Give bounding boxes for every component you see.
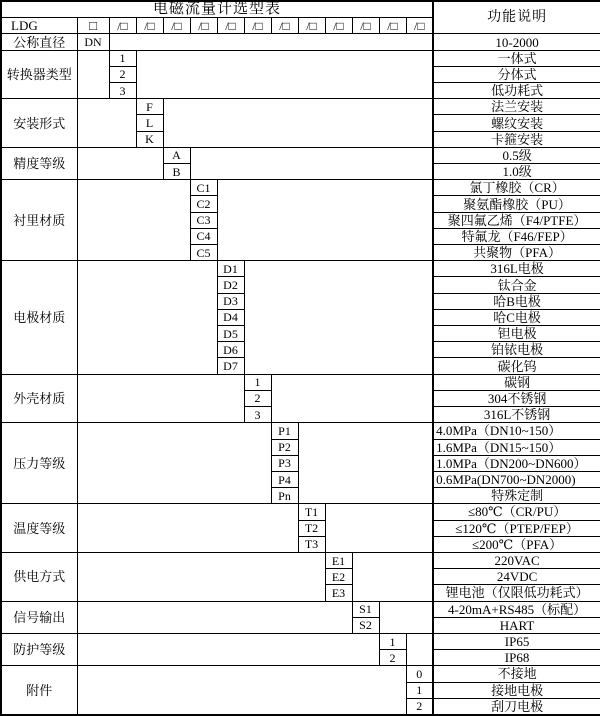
model-code-slot: /□ [352, 18, 379, 34]
description-cell: 10-2000 [433, 34, 600, 50]
description-cell: 特殊定制 [433, 488, 600, 504]
code-cell: D6 [217, 342, 244, 358]
description-cell: 碳化钨 [433, 358, 600, 374]
model-code-slot: /□ [109, 18, 136, 34]
model-code-slot: /□ [298, 18, 325, 34]
category-label: 信号输出 [1, 601, 77, 633]
spacer-cell [77, 374, 244, 423]
description-cell: 316L不锈钢 [433, 407, 600, 423]
table-row [1, 601, 600, 617]
model-code-slot: /□ [190, 18, 217, 34]
description-cell: 0.5级 [433, 147, 600, 163]
description-cell: 不接地 [433, 666, 600, 682]
code-cell: P1 [271, 423, 298, 439]
model-code-slot: /□ [271, 18, 298, 34]
code-cell: P3 [271, 455, 298, 471]
table-row [1, 99, 600, 115]
description-cell: IP65 [433, 633, 600, 649]
description-cell: 法兰安装 [433, 99, 600, 115]
category-label: 温度等级 [1, 504, 77, 553]
description-cell: IP68 [433, 650, 600, 666]
table-row [1, 633, 600, 649]
spacer-cell [77, 423, 271, 504]
model-code-slot: /□ [163, 18, 190, 34]
table-row [1, 423, 600, 439]
description-cell: 24VDC [433, 569, 600, 585]
category-label: 精度等级 [1, 147, 77, 179]
table-row [1, 180, 600, 196]
description-cell: 特氟龙（F46/FEP） [433, 228, 600, 244]
spacer-cell [244, 261, 433, 374]
function-description-header: 功能说明 [433, 1, 600, 34]
spacer-cell [77, 666, 406, 715]
description-cell: HART [433, 617, 600, 633]
code-cell: 1 [379, 633, 406, 649]
table-row [1, 374, 600, 390]
code-cell: C3 [190, 212, 217, 228]
spacer-cell [77, 261, 217, 374]
code-cell: P2 [271, 439, 298, 455]
category-label: 压力等级 [1, 423, 77, 504]
category-label: 外壳材质 [1, 374, 77, 423]
table-row [1, 50, 600, 66]
description-cell: 接地电极 [433, 682, 600, 698]
description-cell: 螺纹安装 [433, 115, 600, 131]
description-cell: 4-20mA+RS485（标配） [433, 601, 600, 617]
code-cell: C5 [190, 245, 217, 261]
description-cell: 一体式 [433, 50, 600, 66]
spacer-cell [109, 34, 433, 50]
spacer-cell [77, 504, 298, 553]
code-cell: 1 [406, 682, 433, 698]
code-cell: T1 [298, 504, 325, 520]
spacer-cell [217, 180, 433, 261]
code-cell: C4 [190, 228, 217, 244]
code-cell: 1 [109, 50, 136, 66]
code-cell: A [163, 147, 190, 163]
code-cell: D5 [217, 326, 244, 342]
description-cell: 分体式 [433, 66, 600, 82]
category-label: 电极材质 [1, 261, 77, 374]
spacer-cell [325, 504, 433, 553]
description-cell: 锂电池（仅限低功耗式） [433, 585, 600, 601]
category-label: 衬里材质 [1, 180, 77, 261]
code-cell: E2 [325, 569, 352, 585]
description-cell: 刮刀电极 [433, 698, 600, 715]
spacer-cell [406, 633, 433, 665]
code-cell: 2 [379, 650, 406, 666]
description-cell: 4.0MPa（DN10~150） [433, 423, 600, 439]
spacer-cell [77, 601, 352, 633]
code-cell: E1 [325, 552, 352, 568]
code-cell: C1 [190, 180, 217, 196]
description-cell: 聚氨酯橡胶（PU） [433, 196, 600, 212]
description-cell: 哈C电极 [433, 309, 600, 325]
page-title: 电磁流量计选型表 [1, 1, 433, 18]
description-cell: 聚四氟乙烯（F4/PTFE） [433, 212, 600, 228]
description-cell: 钛合金 [433, 277, 600, 293]
description-cell: 220VAC [433, 552, 600, 568]
description-cell: 1.0级 [433, 164, 600, 180]
spacer-cell [352, 552, 433, 601]
code-cell: T3 [298, 536, 325, 552]
model-code-slot: /□ [244, 18, 271, 34]
spacer-cell [190, 147, 433, 179]
category-label: 安装形式 [1, 99, 77, 148]
description-cell: ≤80℃（CR/PU） [433, 504, 600, 520]
description-cell: 碳钢 [433, 374, 600, 390]
code-cell: D4 [217, 309, 244, 325]
description-cell: 低功耗式 [433, 83, 600, 99]
description-cell: 0.6MPa(DN700~DN2000) [433, 471, 600, 487]
model-code-prefix: LDG [1, 18, 77, 34]
code-cell: E3 [325, 585, 352, 601]
spacer-cell [298, 423, 433, 504]
table-row [1, 552, 600, 568]
description-cell: 316L电极 [433, 261, 600, 277]
description-cell: ≤120℃（PTEP/FEP） [433, 520, 600, 536]
model-code-slot: /□ [379, 18, 406, 34]
table-row [1, 504, 600, 520]
code-cell: D7 [217, 358, 244, 374]
spacer-cell [77, 147, 163, 179]
code-cell: S1 [352, 601, 379, 617]
code-cell: B [163, 164, 190, 180]
code-cell: L [136, 115, 163, 131]
code-cell: D3 [217, 293, 244, 309]
table-row [1, 34, 600, 50]
category-label: 转换器类型 [1, 50, 77, 99]
code-cell: 2 [109, 66, 136, 82]
code-cell: 1 [244, 374, 271, 390]
code-cell: D2 [217, 277, 244, 293]
spacer-cell [77, 180, 190, 261]
description-cell: 卡箍安装 [433, 131, 600, 147]
code-cell: K [136, 131, 163, 147]
model-code-slot: /□ [325, 18, 352, 34]
code-cell: D1 [217, 261, 244, 277]
category-label: 附件 [1, 666, 77, 715]
code-cell: 2 [406, 698, 433, 715]
code-cell: 2 [244, 390, 271, 406]
description-cell: 1.0MPa（DN200~DN600） [433, 455, 600, 471]
spacer-cell [163, 99, 433, 148]
spacer-cell [77, 99, 136, 148]
spacer-cell [77, 552, 325, 601]
model-code-slot: /□ [406, 18, 433, 34]
code-cell: DN [77, 34, 109, 50]
spacer-cell [77, 633, 379, 665]
table-row [1, 147, 600, 163]
description-cell: 共聚物（PFA） [433, 245, 600, 261]
category-label: 防护等级 [1, 633, 77, 665]
model-code-box: □ [77, 18, 109, 34]
description-cell: 钽电极 [433, 326, 600, 342]
category-label: 供电方式 [1, 552, 77, 601]
code-cell: 3 [244, 407, 271, 423]
description-cell: ≤200℃（PFA） [433, 536, 600, 552]
code-cell: 3 [109, 83, 136, 99]
description-cell: 氯丁橡胶（CR） [433, 180, 600, 196]
spacer-cell [136, 50, 433, 99]
description-cell: 铂铱电极 [433, 342, 600, 358]
title-row [1, 1, 600, 18]
code-cell: C2 [190, 196, 217, 212]
code-cell: 0 [406, 666, 433, 682]
description-cell: 哈B电极 [433, 293, 600, 309]
spacer-cell [77, 50, 109, 99]
model-code-slot: /□ [217, 18, 244, 34]
spacer-cell [271, 374, 433, 423]
model-code-slot: /□ [136, 18, 163, 34]
code-cell: S2 [352, 617, 379, 633]
table-row [1, 261, 600, 277]
code-cell: F [136, 99, 163, 115]
code-cell: Pn [271, 488, 298, 504]
code-cell: P4 [271, 471, 298, 487]
description-cell: 1.6MPa（DN15~150） [433, 439, 600, 455]
category-label: 公称直径 [1, 34, 77, 50]
spacer-cell [379, 601, 433, 633]
table-row [1, 666, 600, 682]
code-cell: T2 [298, 520, 325, 536]
description-cell: 304不锈钢 [433, 390, 600, 406]
